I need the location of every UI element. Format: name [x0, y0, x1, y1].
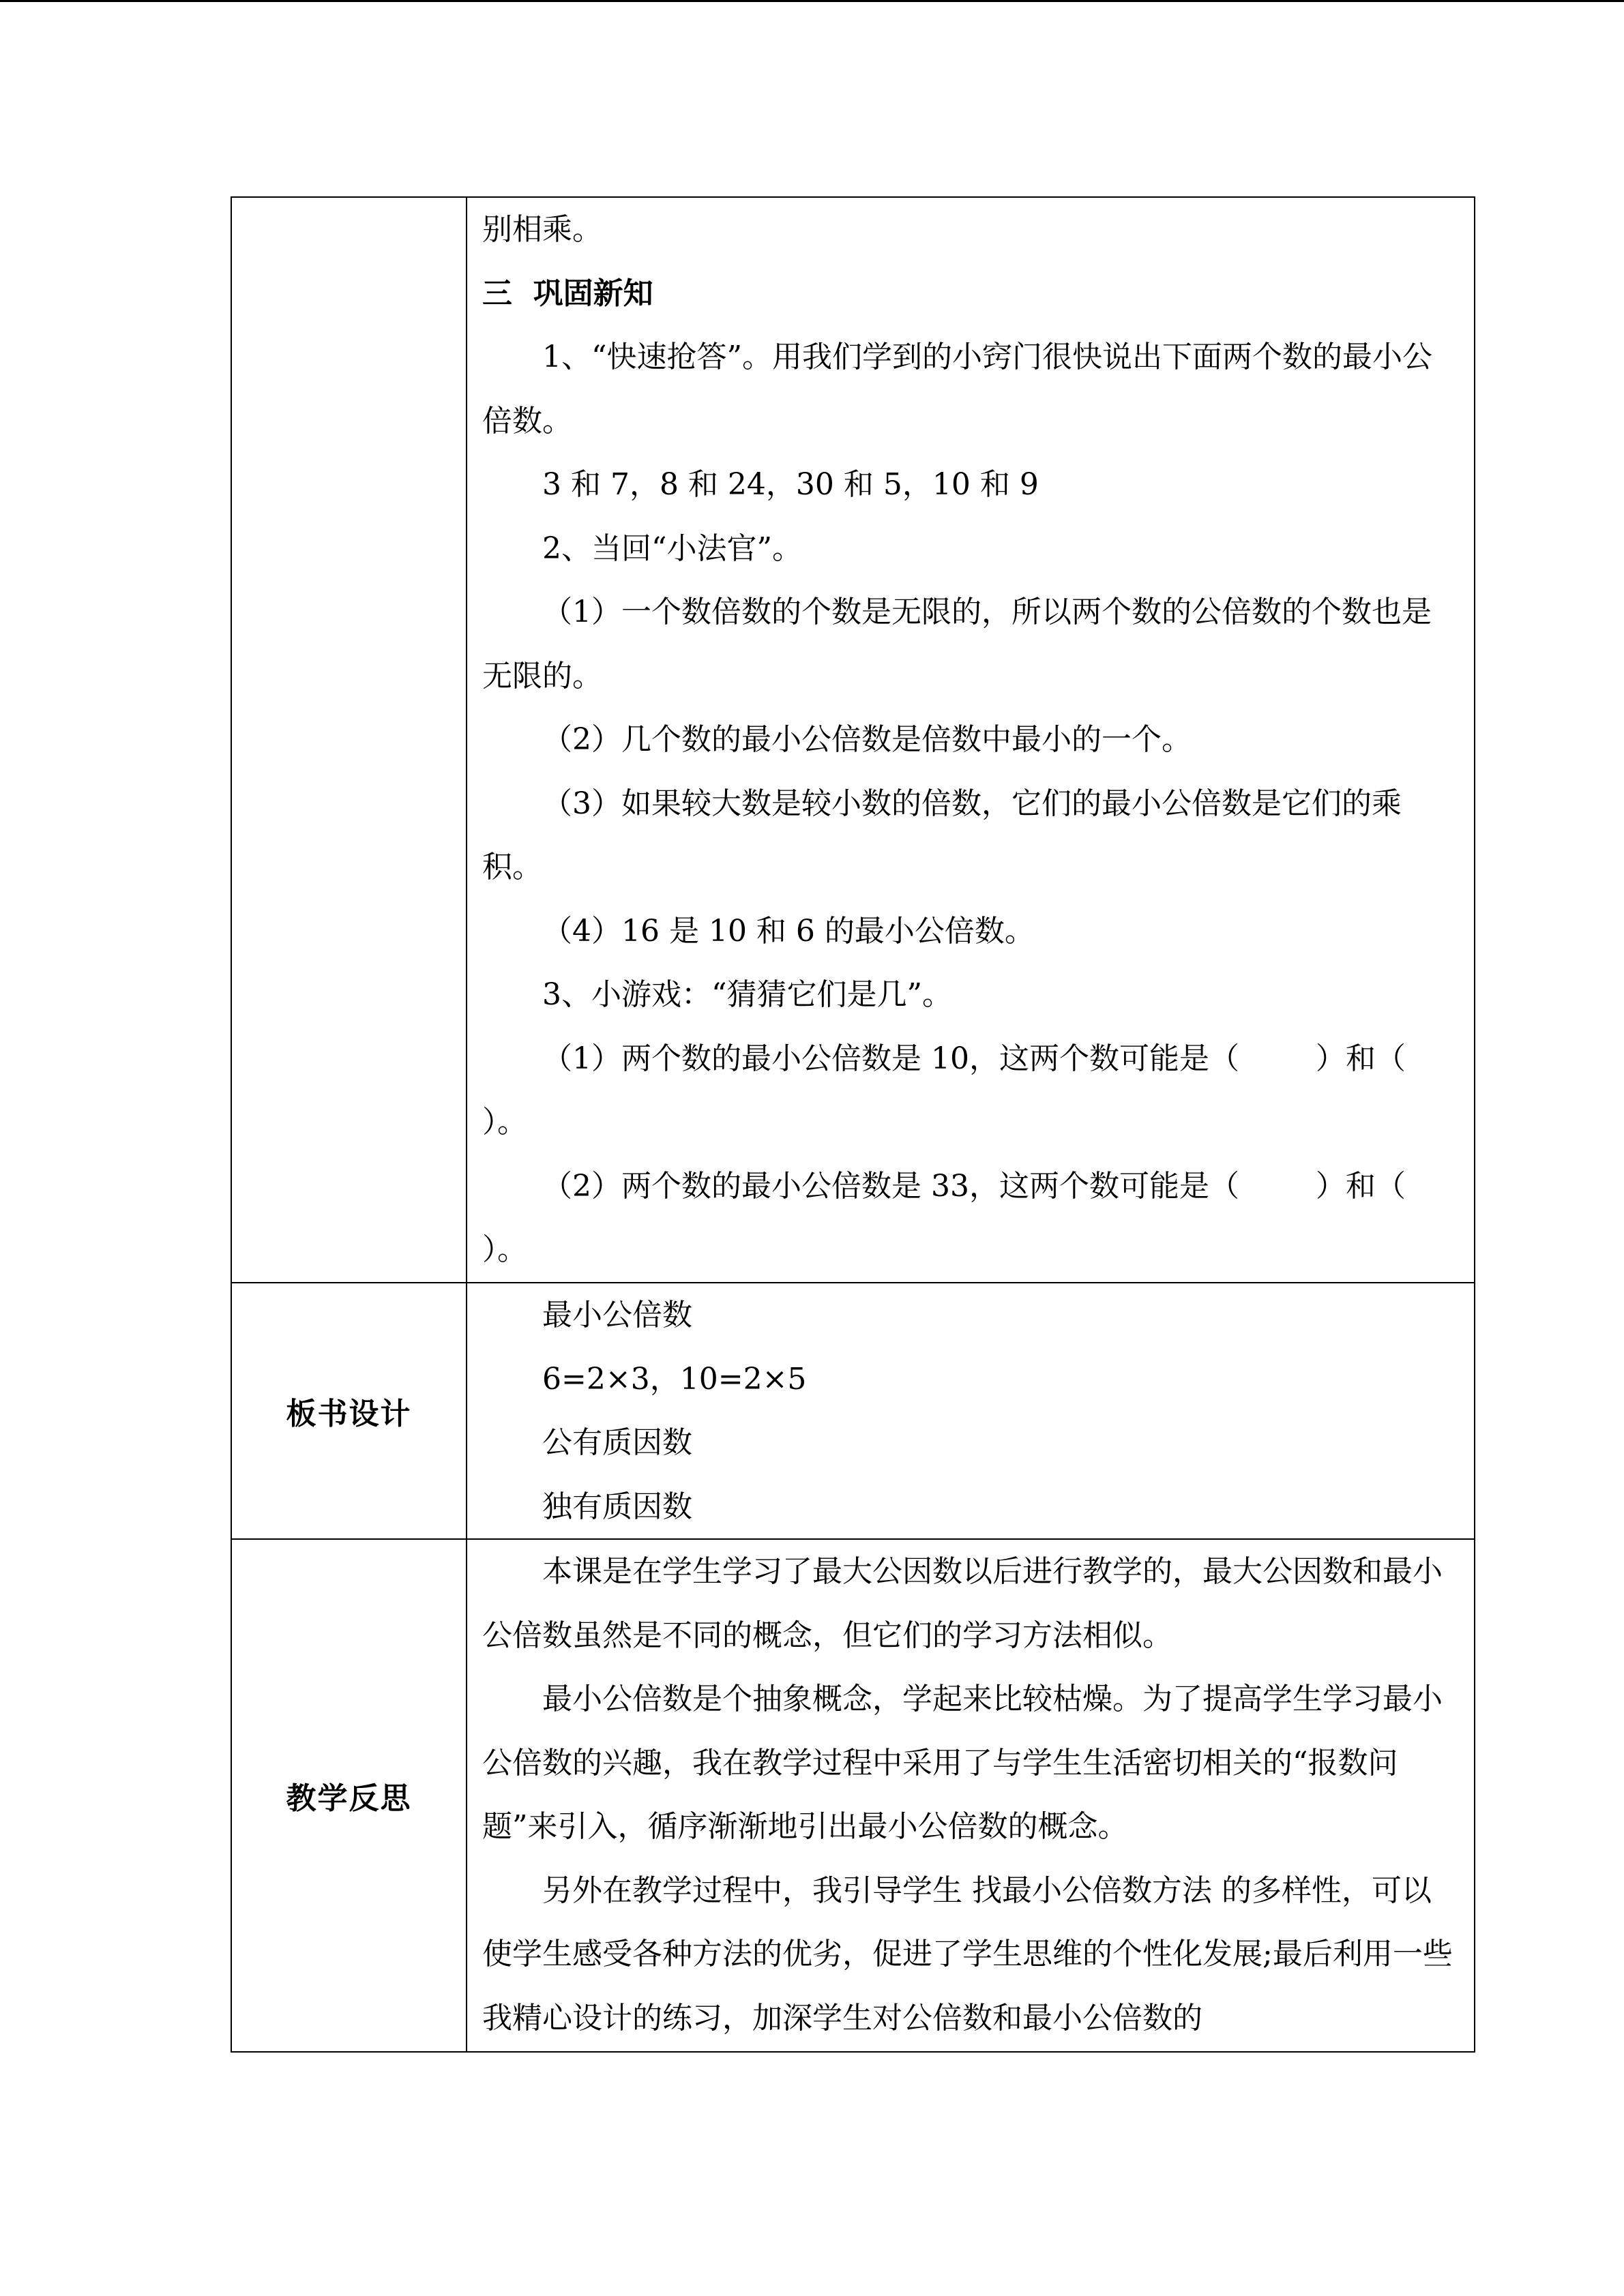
exercise-2-item-2: （2）几个数的最小公倍数是倍数中最小的一个。: [542, 722, 1192, 757]
row-board-design: [231, 1283, 1475, 1539]
section-heading: 三 巩固新知: [482, 275, 653, 311]
reflection-paragraph: 另外在教学过程中，我引导学生 找最小公倍数方法 的多样性，可以使学生感受各种方法的优劣，促进了学生思维的个性化发展;最后利用一些我精心设计的练习，加深学生对公倍数和最小公倍数的: [482, 1873, 1453, 2036]
consolidation-content-cell: [467, 197, 1475, 1283]
exercise-3-item-2: （2）两个数的最小公倍数是 33，这两个数可能是（ ）和（ ）。: [482, 1168, 1463, 1267]
reflection-paragraph: 最小公倍数是个抽象概念，学起来比较枯燥。为了提高学生学习最小公倍数的兴趣，我在教学过程中采用了与学生生活密切相关的“报数问题”来引入，循序渐渐地引出最小公倍数的概念。: [482, 1682, 1443, 1844]
row-consolidation: [231, 197, 1475, 1283]
exercise-3-prompt: 3、小游戏：“猜猜它们是几”。: [542, 977, 952, 1012]
board-line-unique-factors: 独有质因数: [542, 1489, 692, 1524]
exercise-2-prompt: 2、当回“小法官”。: [542, 531, 802, 566]
lesson-plan-table: [231, 196, 1475, 2053]
exercise-1-prompt: 1、“快速抢答”。用我们学到的小窍门很快说出下面两个数的最小公倍数。: [482, 340, 1432, 438]
board-design-content-cell: [467, 1283, 1475, 1539]
exercise-2-item-1: （1）一个数倍数的个数是无限的，所以两个数的公倍数的个数也是无限的。: [482, 595, 1432, 694]
exercise-2-item-3: （3）如果较大数是较小数的倍数，它们的最小公倍数是它们的乘积。: [482, 786, 1402, 884]
row-teaching-reflection: [231, 1539, 1475, 2052]
board-line-factorization: 6=2×3，10=2×5: [542, 1361, 807, 1397]
teaching-reflection-label: 教学反思: [231, 1539, 467, 2052]
reflection-paragraph: 本课是在学生学习了最大公因数以后进行教学的，最大公因数和最小公倍数虽然是不同的概念，但它们的学习方法相似。: [482, 1554, 1443, 1653]
board-design-label: 板书设计: [231, 1283, 467, 1539]
text-line: 别相乘。: [482, 212, 602, 247]
board-line-title: 最小公倍数: [542, 1298, 692, 1332]
board-line-common-factors: 公有质因数: [542, 1425, 692, 1460]
exercise-3-item-1: （1）两个数的最小公倍数是 10，这两个数可能是（ ）和（ ）。: [482, 1041, 1444, 1139]
exercise-2-item-4: （4）16 是 10 和 6 的最小公倍数。: [542, 913, 1035, 949]
top-border-line: [0, 0, 1624, 2]
teaching-reflection-content-cell: [467, 1539, 1475, 2052]
consolidation-label-cell: [231, 197, 467, 1283]
exercise-1-numbers: 3 和 7，8 和 24，30 和 5，10 和 9: [542, 467, 1039, 502]
